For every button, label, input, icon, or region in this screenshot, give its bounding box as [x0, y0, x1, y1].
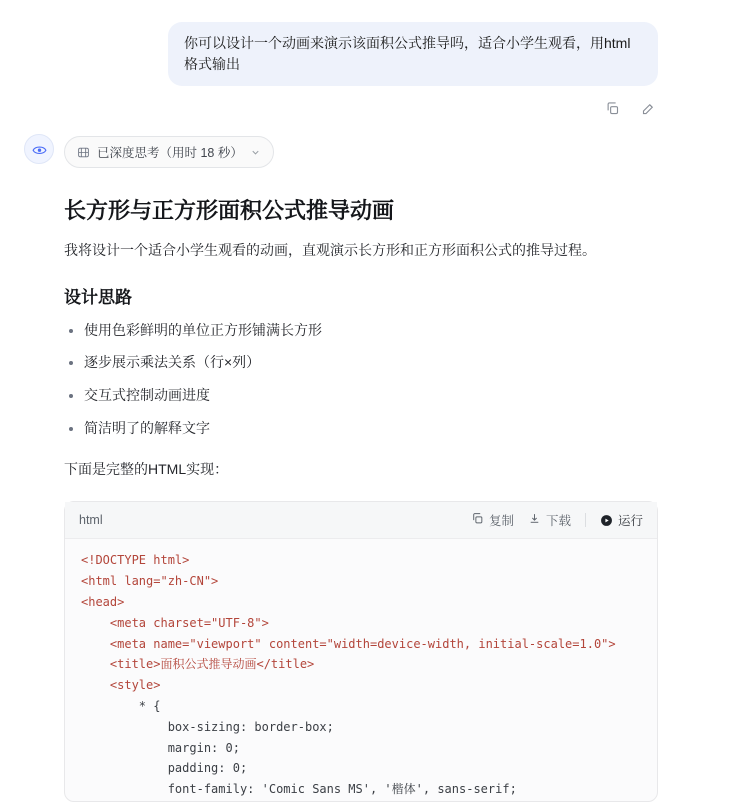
play-icon	[600, 514, 613, 527]
user-message-bubble: 你可以设计一个动画来演示该面积公式推导吗，适合小学生观看，用html格式输出	[168, 22, 658, 86]
code-line: margin: 0;	[81, 740, 240, 755]
brain-icon	[77, 146, 90, 159]
code-line: <style>	[81, 678, 161, 693]
code-language-label: html	[79, 513, 103, 528]
download-code-label: 下载	[545, 514, 571, 529]
code-line: <!DOCTYPE html>	[81, 553, 190, 568]
code-line: box-sizing: border-box;	[81, 719, 334, 734]
list-item: • 交互式控制动画进度	[84, 385, 658, 407]
answer-outro: 下面是完整的HTML实现：	[64, 460, 229, 477]
list-item: • 简洁明了的解释文字	[84, 418, 658, 440]
edit-icon[interactable]	[638, 98, 658, 118]
copy-code-label: 复制	[488, 514, 514, 529]
answer-intro: 我将设计一个适合小学生观看的动画，直观演示长方形和正方形面积公式的推导过程。	[64, 242, 596, 258]
download-code-button[interactable]	[528, 511, 571, 529]
code-block-header	[65, 502, 657, 539]
thinking-label: 已深度思考（用时 18 秒）	[97, 146, 243, 160]
list-item: • 逐步展示乘法关系（行×列）	[84, 352, 658, 374]
thinking-pill[interactable]	[64, 136, 274, 168]
code-block	[64, 501, 658, 802]
code-line: <title>面积公式推导动画</title>	[81, 657, 315, 672]
code-line: font-family: 'Comic Sans MS', '楷体', sans-serif;	[81, 782, 517, 797]
code-content[interactable]	[65, 539, 657, 801]
run-code-button[interactable]	[600, 511, 643, 529]
design-points-list	[64, 320, 658, 440]
assistant-avatar	[24, 134, 54, 164]
code-line: padding: 0;	[81, 761, 248, 776]
section-heading: 设计思路	[64, 287, 132, 307]
user-message-row	[0, 0, 732, 86]
code-line: <html lang="zh-CN">	[81, 574, 219, 589]
message-actions	[0, 86, 732, 118]
toolbar-divider	[585, 513, 586, 527]
answer-title: 长方形与正方形面积公式推导动画	[64, 198, 395, 223]
code-block-tools	[471, 511, 643, 529]
copy-icon[interactable]	[602, 98, 622, 118]
chevron-down-icon[interactable]	[250, 147, 261, 158]
code-line: <meta charset="UTF-8">	[81, 615, 269, 630]
copy-code-button[interactable]	[471, 511, 514, 529]
code-line: <meta name="viewport" content="width=device-width, initial-scale=1.0">	[81, 636, 616, 651]
download-icon	[528, 512, 541, 528]
copy-icon	[471, 512, 484, 528]
list-item: • 使用色彩鲜明的单位正方形铺满长方形	[84, 320, 658, 342]
run-code-label: 运行	[617, 514, 643, 529]
code-line: <head>	[81, 594, 125, 609]
assistant-message	[0, 118, 732, 802]
code-line: * {	[81, 698, 161, 713]
